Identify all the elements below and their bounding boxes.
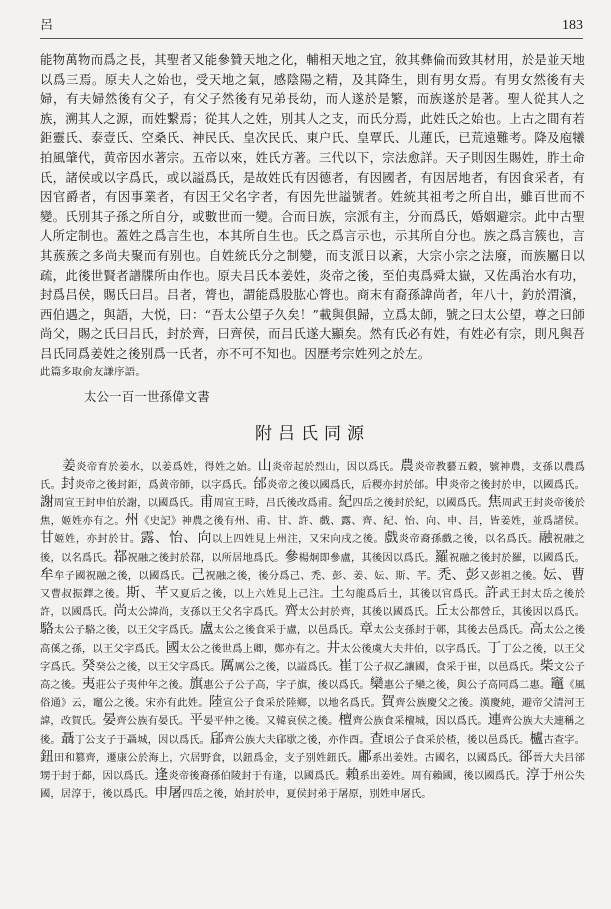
surname-description: 系出姜姓。周有賴國，後以國爲氏。	[359, 769, 526, 782]
surname-entry	[60, 730, 211, 747]
running-head-surname: 呂	[40, 18, 54, 33]
surname-heading: 山	[257, 457, 272, 474]
surname-description: 炎帝育於姜水，以姜爲姓，得姓之始。	[76, 460, 258, 473]
surname-description: 四岳之後封於紀，以國爲氏。	[352, 496, 488, 509]
surname-description: 祝融之後，以名爲氏。	[40, 533, 585, 564]
surname-heading: 邰	[253, 475, 268, 492]
surname-description: 又彭祖之後。	[479, 569, 543, 582]
section-title: 附吕氏同源	[255, 423, 370, 444]
surname-entry	[199, 493, 339, 510]
surname-description: 太公諱尚，支孫以王父名字爲氏。	[127, 606, 285, 619]
surname-description: 頃公子食采於楂，後以邑爲氏。	[383, 733, 530, 746]
surname-description: 四岳之後，始封於申，夏侯封弟于屠原，別姓申屠氏。	[182, 788, 432, 801]
surname-heading: 羅	[434, 548, 449, 565]
surname-heading: 郤	[518, 748, 533, 765]
surname-entry	[326, 639, 488, 656]
surname-description: 又夏后之後，以上六姓見上己注。	[169, 587, 331, 600]
surname-heading: 丁	[487, 639, 502, 656]
surname-description: 炎帝裔孫戲之後，以名爲氏。	[398, 533, 539, 546]
surname-description: 丁公支子于聶城，因以爲氏。	[74, 733, 211, 746]
surname-heading: 尚	[113, 603, 128, 620]
surname-entry	[113, 603, 285, 620]
surname-description: 勾龍爲后土，其後以官爲氏。	[344, 587, 485, 600]
surname-heading: 斯、芊	[126, 584, 169, 601]
surname-heading: 土	[330, 584, 345, 601]
surname-description: 齊公族大夫連稱之後。	[40, 715, 585, 746]
surname-heading: 郈	[210, 730, 225, 747]
surname-description: 太公封於齊，其後以國爲氏。	[298, 606, 435, 619]
surname-heading: 參	[284, 548, 299, 565]
surname-description: 惠公子公子高，字子旗，後以爲氏。	[203, 678, 370, 691]
surname-description: 祝融之後封於鄀，以所居地爲氏。	[127, 551, 285, 564]
surname-description: 晏平仲之後。又韓哀侯之後。	[203, 715, 339, 728]
surname-description: 牟子國祝融之後，以國爲氏。	[54, 569, 192, 582]
surname-description: 太公之後世爲上卿，鄭亦有之。	[179, 642, 327, 655]
surname-entry	[40, 566, 192, 583]
surname-heading: 禿、彭	[437, 566, 480, 583]
surname-heading: 竈	[550, 675, 565, 692]
surname-heading: 妘、曹	[542, 566, 585, 583]
surname-entry	[208, 694, 382, 711]
surname-entry	[359, 621, 530, 638]
surname-heading: 姜	[62, 457, 77, 474]
surname-entry	[40, 530, 141, 547]
surname-entry	[529, 730, 585, 747]
surname-heading: 連	[487, 712, 502, 729]
surname-entry	[154, 766, 346, 783]
surname-entry	[126, 584, 331, 601]
surname-heading: 癸	[81, 657, 96, 674]
surname-heading: 焦	[487, 493, 502, 510]
surname-heading: 州	[124, 512, 140, 529]
surname-description: 太公後虞大夫井伯，以字爲氏。	[340, 642, 488, 655]
surname-entry	[369, 675, 551, 692]
surname-heading: 己	[191, 566, 206, 583]
surname-entry	[330, 584, 485, 601]
surname-heading: 齊	[284, 603, 299, 620]
surname-entry	[165, 639, 327, 656]
surname-description: 莊公子夷仲年之後。	[95, 678, 190, 691]
surname-description: 惠公子欒之後，與公子高同爲二惠。	[383, 678, 551, 691]
surname-entry	[434, 603, 585, 620]
surname-heading: 崔	[338, 657, 353, 674]
surname-heading: 謝	[40, 493, 54, 510]
surname-heading: 平	[189, 712, 204, 729]
surname-heading: 章	[359, 621, 374, 638]
surname-entry	[284, 548, 435, 565]
surname-description: 炎帝教藝五穀，號神農，支孫以農爲氏。	[40, 460, 585, 491]
surname-entry	[81, 675, 190, 692]
surname-entry	[345, 766, 526, 783]
surname-heading: 井	[326, 639, 341, 656]
surname-heading: 甘	[40, 530, 55, 547]
surname-description: 丁公之後，以王父字爲氏。	[40, 642, 585, 673]
surname-entry	[102, 712, 190, 729]
surname-entry	[338, 493, 488, 510]
surname-heading: 融	[538, 530, 553, 547]
surname-heading: 露、怡、向	[140, 530, 212, 547]
surname-entry	[189, 675, 370, 692]
surname-description: 齊公族食采檀城，因以爲氏。	[352, 715, 488, 728]
surname-entry	[338, 657, 540, 674]
surname-heading: 厲	[220, 657, 235, 674]
surname-heading: 柴	[539, 657, 554, 674]
surname-description: 周武王封炎帝後於焦，姬姓亦有之。	[40, 496, 585, 528]
surname-description: 文公子高之後。	[40, 660, 585, 691]
surname-entry	[357, 748, 519, 765]
surname-description: 《風俗通》云，竈公之後。宋亦有此姓。	[40, 678, 586, 710]
surname-description: 厲公之後，以謚爲氏。	[234, 660, 339, 673]
surname-description: 周宣王封申伯於謝，以國爲氏。	[53, 496, 200, 509]
surname-description: 炎帝之後封鉅，爲黄帝師，以字爲氏。	[74, 478, 254, 491]
surname-entry	[40, 748, 358, 765]
surname-description: 晉大夫吕郤甥于封于鄐，因以爲氏。	[40, 751, 585, 782]
surname-description: 田和篡齊，遷康公於海上，穴居野食，以鈕爲金，支子别姓鈕氏。	[53, 751, 358, 764]
surname-entry	[154, 785, 432, 802]
surname-entry	[40, 621, 200, 638]
surname-entry	[124, 512, 585, 529]
surname-entry	[284, 603, 435, 620]
surname-heading: 國	[165, 639, 180, 656]
surname-heading: 晏	[102, 712, 117, 729]
surname-description: 周宣王時，吕氏後改爲甫。	[213, 496, 339, 509]
preface-paragraph: 能物萬物而爲之長，其聖者又能參贊天地之化，輔相天地之宜，敘其彝倫而致其材用，於是並天地以爲三焉。原夫人之始也，受天地之氣，感陰陽之精，及其降生，則有男女焉。有男女然後有夫婦，有夫婦然後有父子，有父子然後有兄弟長幼，而人遂於是繁，而族遂於是著。聖人從其人之族，溯其人之源，而姓繫焉；從其人之姓，別其人之支，而氏分焉，此姓氏之始也。上古之間有若鉅靈氏、泰壹氏、空桑氏、神民氏、皇次民氏、東户氏、皇覃氏、儿蓮氏，已荒遠難考。降及庖犧拍風肇代，黄帝因水著宗。五帝以來，姓氏方著。三代以下，宗法愈詳。天子則因生賜姓，胙土命氏，諸侯或以字爲氏，或以謚爲氏，是故姓氏有因德者，有因國者，有因居地者，有因食采者，有因官爵者，有因事業者，有因王父名字者，有因先世謚號者。姓統其祖考之所自出，雖百世而不變。氏別其子孫之所自分，或數世而一變。合而日族，宗派有主，分而爲氏，婚姻避宗。此中古聖人所定制也。蓋姓之爲言生也，本其所自生也。氏之爲言示也，示其所自分也。族之爲言簇也，言其蔟蔟之多尚夫聚而有别也。自姓統氏分之制變，而支派日以紊，大宗小宗之法廢，而族屬日以疏，此後世賢者譜牒所由作也。原夫吕氏本姜姓，炎帝之後，至伯夷爲舜太嶽，又佐禹治水有功，封爲吕侯，賜氏曰吕。吕者，膂也，謂能爲股肱心膂也。商末有裔孫諱尚者，年八十，釣於渭濱，西伯遇之，與語，大悦，曰：“吾太公望子久矣！”載與俱歸，立爲太師，號之曰太公望，尊之曰師尚父，賜之氏曰吕氏，封於齊，曰齊侯，而吕氏遂大顯矣。然有氏必有姓，有姓必有宗，則凡與吾吕氏同爲姜姓之後别爲一氏者，亦不可不知也。因歷考宗姓列之於左。	[40, 52, 585, 361]
surname-entry	[81, 657, 221, 674]
surname-description: 太公之後高傒之孫，以王父字爲氏。	[40, 624, 586, 655]
surname-heading: 申屠	[154, 785, 183, 802]
surname-heading: 鈕	[40, 748, 54, 765]
surname-description: 祝融之後，後分爲己、禿、彭、姜、妘、斯、芊。	[205, 569, 438, 582]
surname-description: 太公之後食采于盧，以邑爲氏。	[213, 624, 360, 637]
surname-heading: 查	[369, 730, 384, 747]
surname-entry	[434, 548, 585, 565]
surname-heading: 許	[484, 584, 500, 601]
surname-entry	[220, 657, 339, 674]
surname-entry	[140, 530, 385, 547]
surname-description: 癸公之後，以王父字爲氏。	[95, 660, 221, 673]
surname-heading: 高	[529, 621, 544, 638]
surname-heading: 鄀	[113, 548, 128, 565]
surname-description: 古查字。	[543, 733, 585, 746]
surname-entry	[253, 475, 435, 492]
surname-entries	[40, 458, 585, 804]
surname-entry	[113, 548, 285, 565]
surname-description: 《史記》神農之後有州、甫、甘、許、戲、露、齊、紀、怡、向、申、吕，皆姜姓，並爲諸侯。	[139, 515, 585, 528]
surname-heading: 農	[400, 457, 415, 474]
surname-description: 祝融之後封於羅，以國爲氏。	[448, 551, 585, 564]
surname-description: 炎帝後裔孫伯陵封于有逢，以國爲氏。	[168, 769, 346, 782]
surname-entry	[369, 730, 530, 747]
surname-entry	[191, 566, 438, 583]
surname-entry	[199, 621, 360, 638]
surname-description: 齊公族慶父之後。漢慶純，避帝父清河王諱，改賀氏。	[40, 697, 586, 728]
surname-description: 姬姓，亦封於甘。	[54, 533, 141, 546]
surname-heading: 淳于	[525, 766, 554, 783]
surname-description: 炎帝之後封於申，以國爲氏。	[448, 478, 585, 491]
surname-entry	[257, 457, 401, 474]
surname-heading: 駱	[40, 621, 54, 638]
surname-heading: 戲	[384, 530, 399, 547]
page-number: 183	[562, 18, 583, 33]
surname-entry	[189, 712, 339, 729]
surname-heading: 欒	[369, 675, 384, 692]
preface-signature: 太公一百一世孫偉文書	[84, 388, 210, 404]
surname-entry	[62, 457, 258, 474]
surname-description: 太公支孫封于鄣，其後去邑爲氏。	[373, 624, 530, 637]
surname-entry	[60, 475, 254, 492]
surname-description: 丁公子叔乙讓國，食采于崔，以邑爲氏。	[352, 660, 540, 673]
surname-heading: 賀	[381, 694, 396, 711]
page-header	[40, 16, 583, 39]
surname-description: 武王封太岳之後於許，以國爲氏。	[40, 587, 585, 619]
surname-heading: 鄘	[357, 748, 372, 765]
surname-entry	[437, 566, 543, 583]
surname-description: 以上四姓見上州注，又宋向戌之後。	[211, 533, 385, 546]
surname-heading: 牟	[40, 566, 55, 583]
surname-heading: 申	[434, 475, 449, 492]
surname-description: 齊公族有晏氏。	[116, 715, 190, 728]
surname-entry	[40, 493, 200, 510]
surname-heading: 櫨	[529, 730, 544, 747]
surname-heading: 紀	[338, 493, 353, 510]
surname-description: 宣公子食采於陸鄉，以地名爲氏。	[222, 697, 382, 710]
surname-heading: 夷	[81, 675, 96, 692]
surname-heading: 逢	[154, 766, 169, 783]
surname-description: 太公都營丘，其後因以爲氏。	[448, 606, 585, 619]
surname-description: 州公失國，居淳于，後以爲氏。	[40, 769, 586, 801]
surname-description: 又曹叔振鐸之後。	[40, 587, 127, 600]
surname-heading: 聶	[60, 730, 75, 747]
surname-description: 炎帝起於烈山，因以爲氏。	[271, 460, 401, 473]
surname-heading: 賴	[345, 766, 360, 783]
surname-heading: 旗	[189, 675, 204, 692]
surname-heading: 丘	[434, 603, 449, 620]
surname-heading: 盧	[199, 621, 214, 638]
surname-description: 楊炯即參盧，其後因以爲氏。	[298, 551, 435, 564]
surname-heading: 甫	[199, 493, 214, 510]
surname-entry	[210, 730, 370, 747]
surname-heading: 封	[60, 475, 75, 492]
page-body	[40, 50, 585, 803]
surname-description: 系出姜姓。古國名，以國爲氏。	[371, 751, 519, 764]
surname-heading: 陸	[208, 694, 223, 711]
surname-entry	[434, 475, 585, 492]
surname-heading: 檀	[338, 712, 353, 729]
surname-description: 炎帝之後以國爲氏，后稷亦封於邰。	[267, 478, 435, 491]
surname-entry	[384, 530, 539, 547]
preface-note: 此篇多取俞友謙序語。	[40, 365, 146, 378]
surname-description: 齊公族大夫郈歇之後，亦作酉。	[224, 733, 370, 746]
surname-entry	[338, 712, 488, 729]
surname-description: 太公子駱之後，以王父字爲氏。	[53, 624, 200, 637]
